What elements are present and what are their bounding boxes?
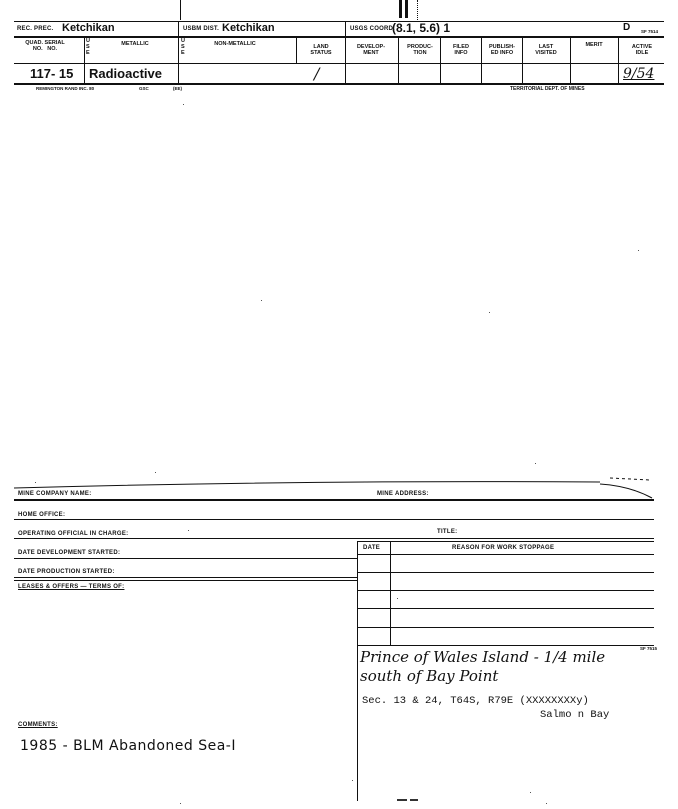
speck — [352, 780, 353, 781]
printer-code: GSC — [139, 86, 149, 91]
record-land-status: / — [314, 64, 320, 83]
top-divider — [417, 0, 418, 22]
edge-fragment — [410, 799, 418, 801]
col-published-info: PUBLISH- ED INFO — [489, 44, 515, 56]
top-divider — [180, 0, 181, 20]
operating-official-label: OPERATING OFFICIAL IN CHARGE: — [18, 531, 129, 537]
comment-text: 1985 - BLM Abandoned Sea-I — [20, 738, 236, 754]
speck — [35, 482, 36, 483]
back-form-code: SF 7515 — [640, 646, 658, 651]
speck — [261, 300, 262, 301]
location-note-line-1: Prince of Wales Island - 1/4 mile — [360, 648, 606, 666]
record-quad-serial: 117- 15 — [30, 66, 74, 81]
usgs-coord-value: (8.1, 5.6) 1 — [392, 21, 451, 35]
edge-fragment — [397, 799, 407, 801]
col-active-idle: ACTIVE IDLE — [631, 44, 653, 56]
location-note-line-2: south of Bay Point — [360, 667, 499, 685]
speck — [535, 463, 536, 464]
home-office-label: HOME OFFICE: — [18, 512, 66, 518]
speck — [638, 250, 639, 251]
usgs-coord-label: USGS COORD. — [350, 26, 395, 32]
record-metallic: Radioactive — [89, 66, 162, 81]
col-metallic: METALLIC — [121, 41, 149, 47]
reason-column-header: REASON FOR WORK STOPPAGE — [452, 545, 555, 551]
mine-company-name-label: MINE COMPANY NAME: — [18, 491, 92, 497]
comments-label: COMMENTS: — [18, 722, 58, 728]
col-filed-info: FILED INFO — [453, 44, 469, 56]
printer-code-2: (EE) — [173, 86, 182, 91]
legal-description-line-2: Salmo n Bay — [540, 709, 610, 721]
col-use-1: U S E — [86, 38, 90, 56]
speck — [188, 530, 189, 531]
staple-mark — [399, 0, 402, 18]
col-use-2: U S E — [181, 38, 185, 56]
col-quad-serial: QUAD. SERIAL NO. NO. — [25, 40, 65, 52]
speck — [489, 312, 490, 313]
date-development-label: DATE DEVELOPMENT STARTED: — [18, 550, 121, 556]
form-code: SF 7514 — [641, 29, 659, 34]
col-land-status: LAND STATUS — [310, 44, 332, 56]
staple-mark — [405, 0, 408, 18]
speck — [183, 104, 184, 105]
col-last-visited: LAST VISITED — [535, 44, 557, 56]
speck — [155, 472, 156, 473]
record-active-idle: 9/54 — [623, 66, 655, 82]
usbm-dist-label: USBM DIST. — [183, 26, 220, 32]
col-production: PRODUC- TION — [407, 44, 433, 56]
col-development: DEVELOP- MENT — [356, 44, 386, 56]
speck — [397, 598, 398, 599]
speck — [530, 792, 531, 793]
col-merit: MERIT — [585, 42, 603, 48]
department-imprint: TERRITORIAL DEPT. OF MINES — [510, 86, 585, 92]
rec-prec-label: REC. PREC. — [17, 26, 54, 32]
col-non-metallic: NON-METALLIC — [214, 41, 256, 47]
usbm-dist-value: Ketchikan — [222, 22, 275, 34]
title-label: TITLE: — [437, 529, 458, 535]
speck — [180, 803, 181, 804]
legal-description-line-1: Sec. 13 & 24, T64S, R79E (XXXXXXXXy) — [362, 695, 589, 707]
rec-prec-value: Ketchikan — [62, 22, 115, 34]
leases-offers-label: LEASES & OFFERS — TERMS OF: — [18, 584, 125, 590]
date-column-header: DATE — [363, 545, 381, 551]
card-edge-curve — [0, 470, 678, 500]
printer-imprint: REMINGTON RAND INC. 80 — [36, 86, 95, 91]
corner-mark: D — [623, 22, 631, 33]
date-production-label: DATE PRODUCTION STARTED: — [18, 569, 115, 575]
mine-address-label: MINE ADDRESS: — [377, 491, 429, 497]
speck — [546, 803, 547, 804]
